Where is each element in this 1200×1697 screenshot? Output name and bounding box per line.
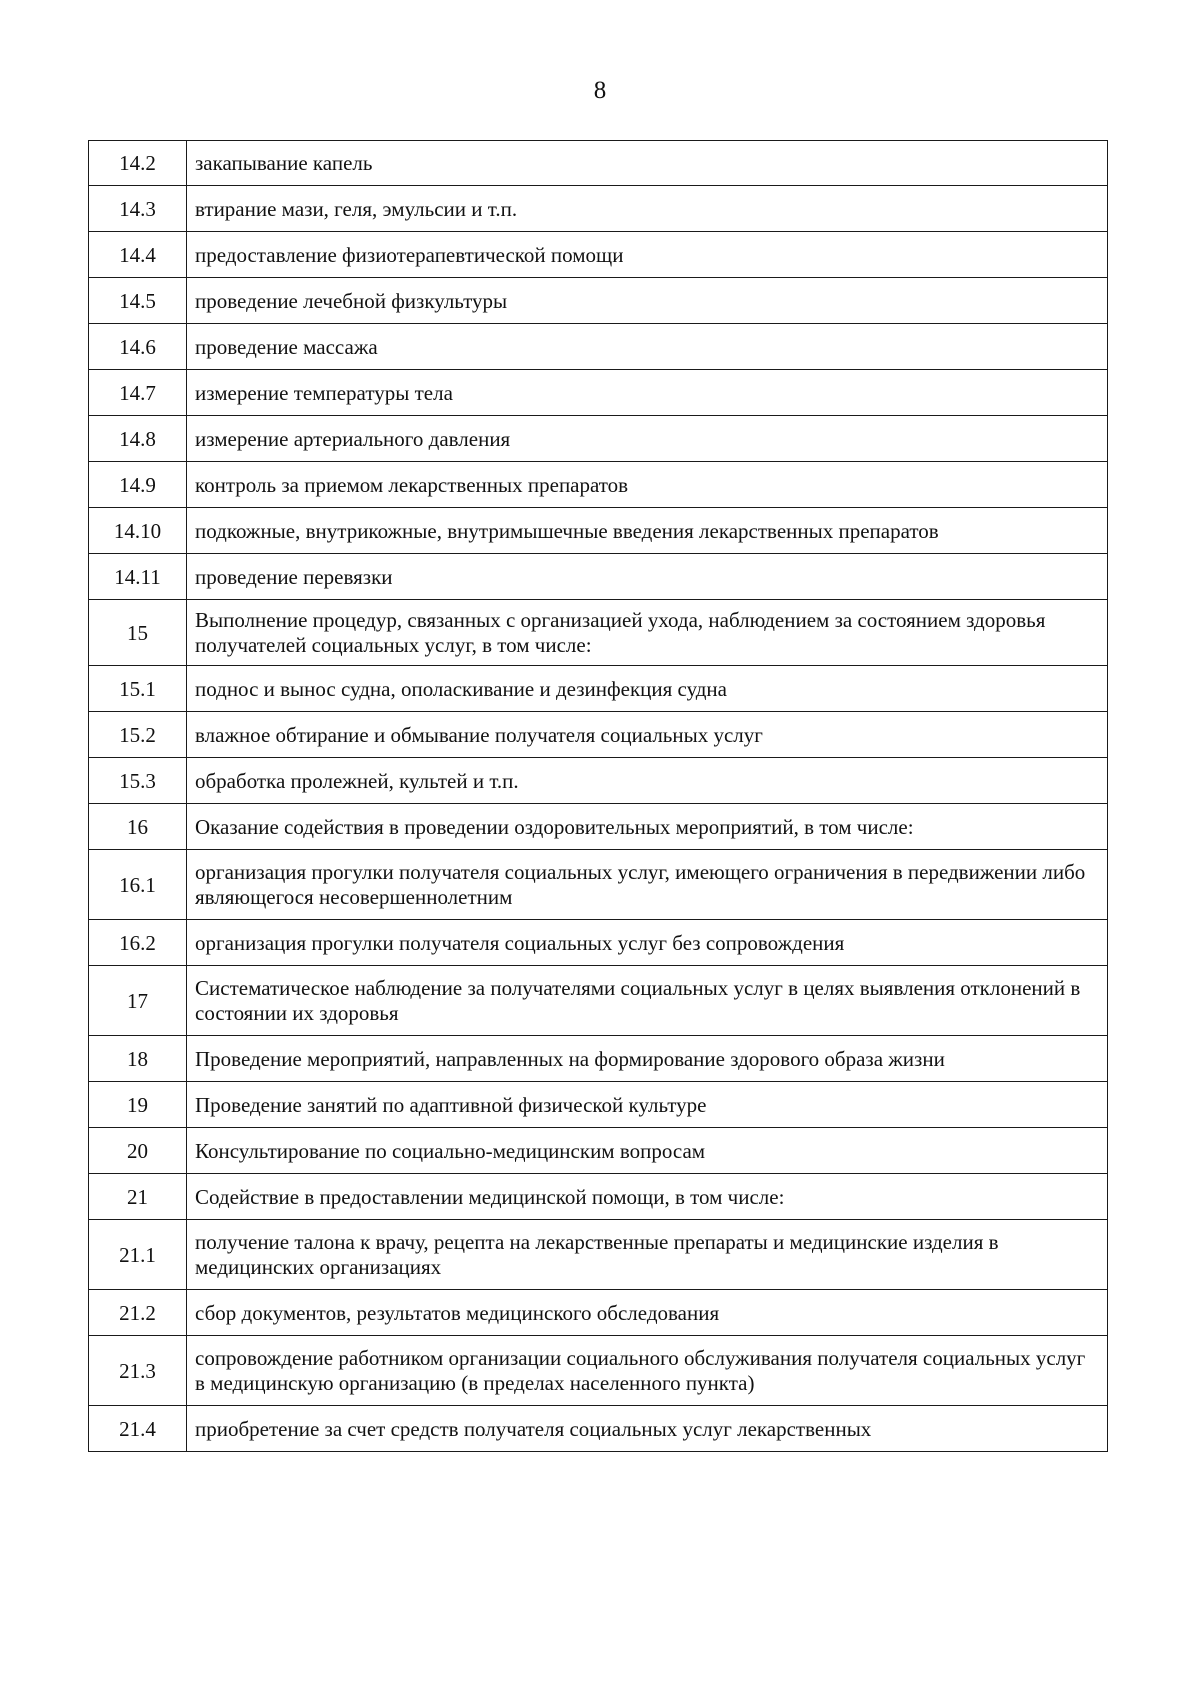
item-description: проведение перевязки xyxy=(187,554,1108,600)
item-number: 15.3 xyxy=(89,758,187,804)
table-row xyxy=(89,1174,1108,1220)
item-number: 14.9 xyxy=(89,462,187,508)
table-row xyxy=(89,554,1108,600)
table-row xyxy=(89,462,1108,508)
item-number: 14.3 xyxy=(89,186,187,232)
item-number: 21.3 xyxy=(89,1336,187,1406)
item-description: Оказание содействия в проведении оздоровительных мероприятий, в том числе: xyxy=(187,804,1108,850)
item-description: Систематическое наблюдение за получателями социальных услуг в целях выявления отклонений в состоянии их здоровья xyxy=(187,966,1108,1036)
item-description: Проведение мероприятий, направленных на формирование здорового образа жизни xyxy=(187,1036,1108,1082)
table-row xyxy=(89,1290,1108,1336)
table-row xyxy=(89,712,1108,758)
item-description: поднос и вынос судна, ополаскивание и дезинфекция судна xyxy=(187,666,1108,712)
table-row xyxy=(89,666,1108,712)
item-number: 21 xyxy=(89,1174,187,1220)
table-row xyxy=(89,1128,1108,1174)
table-row xyxy=(89,141,1108,186)
item-description: контроль за приемом лекарственных препаратов xyxy=(187,462,1108,508)
item-number: 14.2 xyxy=(89,141,187,186)
table-row xyxy=(89,232,1108,278)
table-row xyxy=(89,758,1108,804)
page-number: 8 xyxy=(593,77,607,104)
table-row xyxy=(89,920,1108,966)
services-table-body xyxy=(89,141,1108,1452)
table-row xyxy=(89,600,1108,666)
table-row xyxy=(89,508,1108,554)
item-description: Проведение занятий по адаптивной физической культуре xyxy=(187,1082,1108,1128)
item-number: 20 xyxy=(89,1128,187,1174)
table-row xyxy=(89,850,1108,920)
item-description: приобретение за счет средств получателя социальных услуг лекарственных xyxy=(187,1406,1108,1452)
item-description: Консультирование по социально-медицинским вопросам xyxy=(187,1128,1108,1174)
item-description: проведение лечебной физкультуры xyxy=(187,278,1108,324)
item-number: 14.5 xyxy=(89,278,187,324)
table-row xyxy=(89,1336,1108,1406)
item-number: 14.6 xyxy=(89,324,187,370)
table-row xyxy=(89,1220,1108,1290)
table-row xyxy=(89,1082,1108,1128)
table-row xyxy=(89,1406,1108,1452)
item-number: 15.1 xyxy=(89,666,187,712)
table-row xyxy=(89,278,1108,324)
item-description: проведение массажа xyxy=(187,324,1108,370)
item-number: 19 xyxy=(89,1082,187,1128)
item-number: 14.7 xyxy=(89,370,187,416)
item-number: 21.1 xyxy=(89,1220,187,1290)
item-description: получение талона к врачу, рецепта на лекарственные препараты и медицинские изделия в медицинских организациях xyxy=(187,1220,1108,1290)
item-number: 14.8 xyxy=(89,416,187,462)
item-number: 21.4 xyxy=(89,1406,187,1452)
item-description: организация прогулки получателя социальных услуг без сопровождения xyxy=(187,920,1108,966)
item-description: Содействие в предоставлении медицинской помощи, в том числе: xyxy=(187,1174,1108,1220)
item-description: Выполнение процедур, связанных с организацией ухода, наблюдением за состоянием здоровья получателей социальных услуг, в том числе: xyxy=(187,600,1108,666)
item-description: организация прогулки получателя социальных услуг, имеющего ограничения в передвижении либо являющегося несовершеннолетним xyxy=(187,850,1108,920)
item-description: обработка пролежней, культей и т.п. xyxy=(187,758,1108,804)
item-number: 16.1 xyxy=(89,850,187,920)
services-table xyxy=(88,140,1108,1452)
table-row xyxy=(89,804,1108,850)
item-description: измерение температуры тела xyxy=(187,370,1108,416)
item-number: 15 xyxy=(89,600,187,666)
item-description: закапывание капель xyxy=(187,141,1108,186)
item-description: сбор документов, результатов медицинского обследования xyxy=(187,1290,1108,1336)
item-description: измерение артериального давления xyxy=(187,416,1108,462)
item-number: 16 xyxy=(89,804,187,850)
item-number: 21.2 xyxy=(89,1290,187,1336)
item-number: 15.2 xyxy=(89,712,187,758)
item-number: 17 xyxy=(89,966,187,1036)
item-description: сопровождение работником организации социального обслуживания получателя социальных услуг в медицинскую организацию (в пределах населенного пункта) xyxy=(187,1336,1108,1406)
item-number: 14.10 xyxy=(89,508,187,554)
table-row xyxy=(89,1036,1108,1082)
item-number: 14.4 xyxy=(89,232,187,278)
item-number: 14.11 xyxy=(89,554,187,600)
table-row xyxy=(89,416,1108,462)
table-row xyxy=(89,186,1108,232)
item-number: 16.2 xyxy=(89,920,187,966)
item-number: 18 xyxy=(89,1036,187,1082)
item-description: подкожные, внутрикожные, внутримышечные введения лекарственных препаратов xyxy=(187,508,1108,554)
table-row xyxy=(89,370,1108,416)
table-row xyxy=(89,966,1108,1036)
item-description: влажное обтирание и обмывание получателя социальных услуг xyxy=(187,712,1108,758)
item-description: предоставление физиотерапевтической помощи xyxy=(187,232,1108,278)
item-description: втирание мази, геля, эмульсии и т.п. xyxy=(187,186,1108,232)
table-row xyxy=(89,324,1108,370)
